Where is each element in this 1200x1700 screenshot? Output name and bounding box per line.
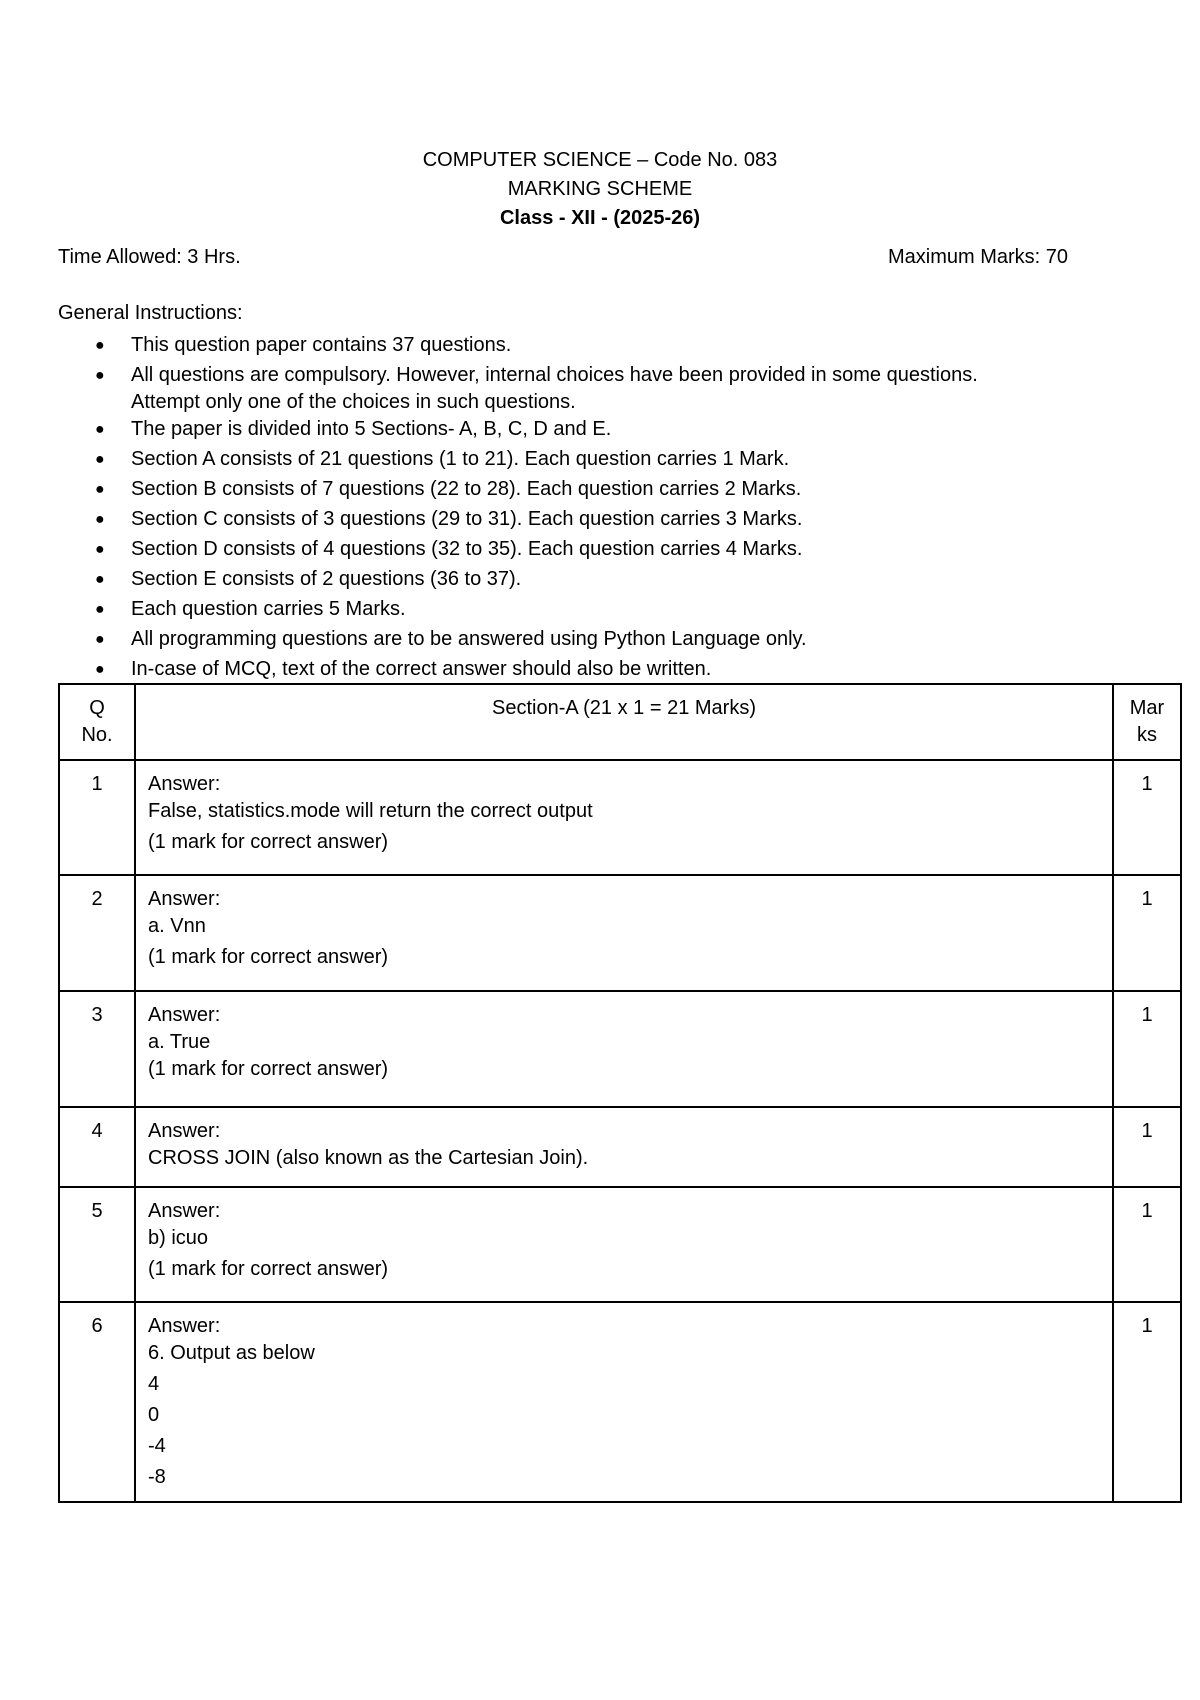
table-row bbox=[59, 875, 1181, 991]
marks-cell: 1 bbox=[1113, 1187, 1181, 1302]
answer-line: 6. Output as below bbox=[148, 1342, 315, 1364]
bullet-icon: ● bbox=[95, 571, 105, 588]
instruction-item: ● All questions are compulsory. However, internal choices have been provided in some questions. Attempt only one of the choices in such questions. bbox=[95, 364, 978, 413]
answer-line: 0 bbox=[148, 1404, 160, 1426]
instruction-item: ● Section D consists of 4 questions (32 to 35). Each question carries 4 Marks. bbox=[0, 536, 1000, 566]
answer-line: False, statistics.mode will return the correct output bbox=[148, 800, 593, 822]
answer-line: a. True bbox=[148, 1031, 211, 1053]
bullet-icon: ● bbox=[95, 337, 105, 354]
answer-line: Answer: bbox=[148, 1315, 221, 1337]
answer-line: (1 mark for correct answer) bbox=[148, 946, 389, 968]
instruction-item: ● Section A consists of 21 questions (1 to 21). Each question carries 1 Mark. bbox=[0, 446, 1000, 476]
answer-line: a. Vnn bbox=[148, 915, 206, 937]
answer-line: (1 mark for correct answer) bbox=[148, 1258, 389, 1280]
instruction-item: ● This question paper contains 37 questions. bbox=[0, 332, 1000, 362]
instruction-item: ● In-case of MCQ, text of the correct answer should also be written. bbox=[0, 656, 1000, 686]
instruction-item: ● The paper is divided into 5 Sections- A, B, C, D and E. bbox=[0, 416, 1000, 446]
table-row bbox=[59, 991, 1181, 1107]
document-header bbox=[0, 146, 1200, 233]
instructions-heading: General Instructions: bbox=[58, 302, 243, 324]
marks-cell: 1 bbox=[1113, 875, 1181, 991]
table-row bbox=[59, 1187, 1181, 1302]
instructions-list bbox=[0, 332, 1000, 686]
marks-cell: 1 bbox=[1113, 991, 1181, 1107]
answer-line: (1 mark for correct answer) bbox=[148, 831, 389, 853]
table-row bbox=[59, 1107, 1181, 1187]
instruction-item: ● Section E consists of 2 questions (36 to 37). bbox=[0, 566, 1000, 596]
marks-cell: 1 bbox=[1113, 760, 1181, 875]
table-row bbox=[59, 760, 1181, 875]
bullet-icon: ● bbox=[95, 511, 105, 528]
bullet-icon: ● bbox=[95, 481, 105, 498]
question-number: 5 bbox=[59, 1187, 135, 1302]
answer-line: 4 bbox=[148, 1373, 160, 1395]
bullet-icon: ● bbox=[95, 631, 105, 648]
answer-line: b) icuo bbox=[148, 1227, 209, 1249]
bullet-icon: ● bbox=[95, 661, 105, 678]
table-header-row bbox=[59, 684, 1181, 760]
bullet-icon: ● bbox=[95, 541, 105, 558]
bullet-icon: ● bbox=[95, 451, 105, 468]
instruction-item: ● All programming questions are to be answered using Python Language only. bbox=[0, 626, 1000, 656]
answer-line: CROSS JOIN (also known as the Cartesian Join). bbox=[148, 1147, 589, 1169]
instruction-item: ● Section B consists of 7 questions (22 to 28). Each question carries 2 Marks. bbox=[0, 476, 1000, 506]
marks-cell: 1 bbox=[1113, 1302, 1181, 1502]
answer-cell bbox=[135, 875, 1113, 991]
answer-line: Answer: bbox=[148, 888, 221, 910]
question-number: 6 bbox=[59, 1302, 135, 1502]
bullet-icon: ● bbox=[95, 421, 105, 438]
answer-line: Answer: bbox=[148, 1200, 221, 1222]
maximum-marks: Maximum Marks: 70 bbox=[887, 246, 1068, 268]
question-number: 2 bbox=[59, 875, 135, 991]
answer-line: -4 bbox=[148, 1435, 166, 1457]
instruction-item: ● Each question carries 5 Marks. bbox=[0, 596, 1000, 626]
answer-cell bbox=[135, 760, 1113, 875]
question-number: 3 bbox=[59, 991, 135, 1107]
answer-line: Answer: bbox=[148, 773, 221, 795]
answer-line: -8 bbox=[148, 1466, 166, 1488]
column-header-marks: Mar ks bbox=[1113, 684, 1181, 760]
exam-meta-row bbox=[58, 246, 1068, 269]
marks-cell: 1 bbox=[1113, 1107, 1181, 1187]
bullet-icon: ● bbox=[95, 367, 105, 384]
answer-cell bbox=[135, 1187, 1113, 1302]
table-row bbox=[59, 1302, 1181, 1502]
class-line: Class - XII - (2025-26) bbox=[499, 207, 701, 229]
answer-cell bbox=[135, 1107, 1113, 1187]
question-number: 4 bbox=[59, 1107, 135, 1187]
instruction-item: ● Section C consists of 3 questions (29 to 31). Each question carries 3 Marks. bbox=[0, 506, 1000, 536]
document-title: COMPUTER SCIENCE – Code No. 083 bbox=[422, 149, 778, 171]
marking-scheme-table bbox=[58, 683, 1182, 1503]
answer-cell bbox=[135, 1302, 1113, 1502]
answer-line: Answer: bbox=[148, 1120, 221, 1142]
column-header-section: Section-A (21 x 1 = 21 Marks) bbox=[135, 684, 1113, 760]
time-allowed: Time Allowed: 3 Hrs. bbox=[58, 246, 241, 268]
bullet-icon: ● bbox=[95, 601, 105, 618]
column-header-qno: Q No. bbox=[59, 684, 135, 760]
answer-cell bbox=[135, 991, 1113, 1107]
answer-line: Answer: bbox=[148, 1004, 221, 1026]
document-subtitle: MARKING SCHEME bbox=[507, 178, 693, 200]
answer-line: (1 mark for correct answer) bbox=[148, 1058, 389, 1080]
question-number: 1 bbox=[59, 760, 135, 875]
